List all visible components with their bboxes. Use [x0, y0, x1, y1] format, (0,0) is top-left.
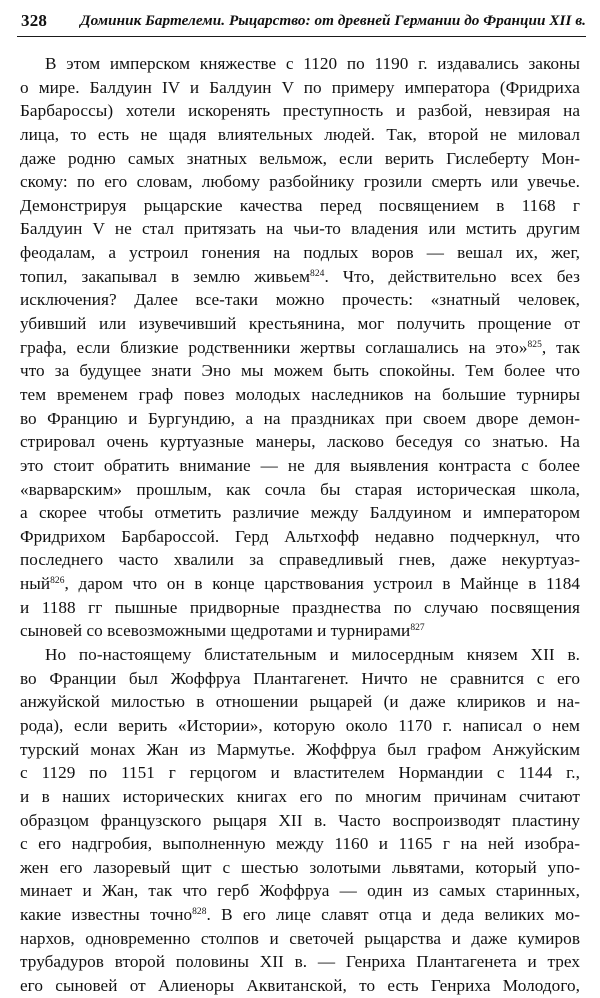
line-text: Барбароссы) хотели искоренять преступность и разбой, невзирая на [20, 101, 580, 121]
text-line [20, 856, 580, 880]
line-text: «варварским» прошлым, как сочла бы старая историческая школа, [20, 479, 580, 499]
text-line [20, 619, 580, 643]
running-header [17, 6, 586, 37]
text-line [20, 312, 580, 336]
line-text: а скорее чтобы отметить различие между Балдуином и императором [20, 503, 580, 523]
text-line [20, 738, 580, 762]
text-line [20, 336, 580, 360]
text-line [20, 147, 580, 171]
line-text: и 1188 гг пышные придворные празднества по случаю посвящения [20, 597, 580, 617]
text-line [20, 478, 580, 502]
text-line [20, 525, 580, 549]
line-text: убивший или изувечивший крестьянина, мог получить прощение от [20, 314, 580, 334]
text-line [20, 359, 580, 383]
line-text: анжуйской милостью в отношении рыцарей (и даже клириков и на- [20, 692, 580, 712]
text-line [20, 761, 580, 785]
text-line [20, 170, 580, 194]
line-text: жен его лазоревый щит с шестью золотыми львятами, который упо- [20, 857, 580, 877]
line-text: В этом имперском княжестве с 1120 по 1190 г. издавались законы [45, 54, 580, 73]
line-text: с 1129 по 1151 г герцогом и властителем Нормандии с 1144 г., [20, 763, 580, 783]
line-text-continued: . В его лице славят отца и деда великих мо- [206, 905, 580, 925]
text-line [20, 52, 580, 76]
line-text: Балдуин V не стал притязать на чьи-то владения или мстить другим [20, 219, 580, 239]
line-text: исключения? Далее все-таки можно прочесть: «знатный человек, [20, 290, 580, 310]
text-line [20, 596, 580, 620]
line-text: образцом французского рыцаря XII в. Часто воспроизводят пластину [20, 810, 580, 830]
line-text: турский монах Жан из Мармутье. Жоффруа был графом Анжуйским [20, 739, 580, 759]
text-line [20, 430, 580, 454]
text-line [20, 690, 580, 714]
footnote-marker: 826 [50, 576, 65, 587]
text-line [20, 217, 580, 241]
footnote-marker: 825 [527, 339, 542, 350]
text-line [20, 265, 580, 289]
text-line [20, 241, 580, 265]
line-text-continued: , так [541, 337, 580, 357]
text-line [20, 903, 580, 927]
text-line [20, 927, 580, 951]
line-text: что за будущее знати Эно мы можем быть спокойны. Тем более что [20, 361, 580, 381]
text-line [20, 99, 580, 123]
footnote-marker: 828 [192, 907, 207, 918]
text-line [20, 832, 580, 856]
paragraph [20, 52, 580, 643]
line-text-continued: . Что, действительно всех без [324, 266, 580, 286]
line-text: какие известны точно [20, 905, 193, 925]
line-text: это стоит обратить внимание — не для выявления контраста с более [20, 455, 580, 475]
line-text: последнего часто хвалили за справедливый гнев, даже некуртуаз- [20, 550, 580, 570]
running-title: Доминик Бартелеми. Рыцарство: от древней Германии до Франции XII в. [80, 12, 586, 29]
text-line [20, 667, 580, 691]
text-line [20, 809, 580, 833]
line-text: минает и Жан, так что герб Жоффруа — один из самых старинных, [20, 881, 580, 901]
text-line [20, 950, 580, 974]
line-text-continued: , даром что он в конце царствования устроил в Майнце в 1184 [64, 574, 580, 594]
text-line [20, 288, 580, 312]
line-text: даже родню самых знатных вельмож, если верить Гислеберту Мон- [20, 148, 580, 168]
text-line [20, 974, 580, 998]
line-text: тем временем граф повез молодых наследников на большие турниры [20, 384, 580, 404]
line-text: сыновей со всевозможными щедротами и турнирами [20, 621, 411, 641]
text-line [20, 643, 580, 667]
line-text: Демонстрируя рыцарские качества перед посвящением в 1168 г [20, 195, 580, 215]
text-line [20, 454, 580, 478]
line-text: скому: по его словам, любому разбойнику грозили смерть или увечье. [20, 172, 580, 192]
text-line [20, 76, 580, 100]
line-text: во Франции был Жоффруа Плантагенет. Ничто не сравнится с его [20, 668, 580, 688]
page-number: 328 [21, 11, 48, 30]
line-text: стрировал очень куртуазные манеры, ласково беседуя со знатью. На [20, 432, 580, 452]
line-text: Но по-настоящему блистательным и милосердным князем XII в. [45, 645, 580, 665]
line-text: графа, если близкие родственники жертвы соглашались на это» [20, 337, 528, 357]
text-line [20, 785, 580, 809]
text-line [20, 123, 580, 147]
line-text: его сыновей от Алиеноры Аквитанской, то есть Генриха Молодого, [20, 975, 580, 995]
line-text: лица, то есть не щадя влиятельных людей. Так, второй не миловал [20, 124, 580, 144]
text-line [20, 383, 580, 407]
line-text: во Францию и Бургундию, а на праздниках при своем дворе демон- [20, 408, 580, 428]
line-text: феодалам, а устроил гонения на подлых воров — вешал их, жег, [20, 243, 580, 263]
text-line [20, 714, 580, 738]
line-text: ный [20, 574, 51, 594]
paragraph [20, 643, 580, 998]
line-text: с его надгробия, выполненную между 1160 и 1165 г на ней изобра- [20, 834, 580, 854]
text-line [20, 407, 580, 431]
line-text: рода), если верить «Истории», которую около 1170 г. написал о нем [20, 715, 580, 735]
footnote-marker: 824 [310, 268, 325, 279]
line-text: Фридрихом Барбароссой. Герд Альтхофф недавно подчеркнул, что [20, 526, 580, 546]
line-text: трубадуров второй половины XII в. — Генриха Плантагенета и трех [20, 952, 580, 972]
text-line [20, 501, 580, 525]
line-text: о мире. Балдуин IV и Балдуин V по примеру императора (Фридриха [20, 77, 580, 97]
footnote-marker: 827 [410, 623, 425, 634]
text-line [20, 194, 580, 218]
body-text [20, 52, 580, 998]
line-text: нархов, одновременно столпов и светочей рыцарства и даже кумиров [20, 928, 580, 948]
text-line [20, 548, 580, 572]
line-text: топил, закапывал в землю живьем [20, 266, 311, 286]
text-line [20, 572, 580, 596]
line-text: и в наших исторических книгах его по многим причинам считают [20, 786, 580, 806]
text-line [20, 879, 580, 903]
